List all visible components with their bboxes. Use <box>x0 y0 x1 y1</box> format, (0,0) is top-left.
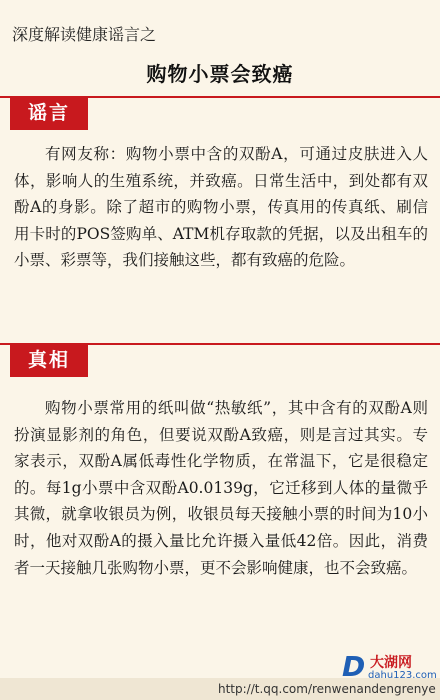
truth-paragraph: 购物小票常用的纸叫做“热敏纸”，其中含有的双酚A则扮演显影剂的角色，但要说双酚A致癌，则是言过其实。专家表示，双酚A属低毒性化学物质，在常温下，它是很稳定的。每1g小票中含双酚A0.0139g，它迁移到人体的量微乎其微，就拿收银员为例，收银员每天接触小票的时间为10小时，他对双酚A的摄入量比允许摄入量低42倍。因此，消费者一天接触几张购物小票，更不会影响健康，也不会致癌。 <box>14 399 428 577</box>
rumor-paragraph: 有网友称：购物小票中含的双酚A，可通过皮肤进入人体，影响人的生殖系统，并致癌。日常生活中，到处都有双酚A的身影。除了超市的购物小票，传真用的传真纸、刷信用卡时的POS签购单、ATM机存取款的凭据，以及出租车的小票、彩票等，我们接触这些，都有致癌的危险。 <box>14 145 428 270</box>
watermark-url: http://t.qq.com/renwenandengrenye <box>218 682 436 696</box>
logo-name: 大湖网 <box>370 655 412 671</box>
section-label-rumor: 谣言 <box>10 96 88 130</box>
section-label-truth: 真相 <box>10 343 88 377</box>
logo-url: dahu123.com <box>368 670 437 681</box>
page-title: 购物小票会致癌 <box>146 62 294 86</box>
logo-d-icon: D <box>342 650 366 683</box>
series-title: 深度解读健康谣言之 <box>12 25 157 44</box>
